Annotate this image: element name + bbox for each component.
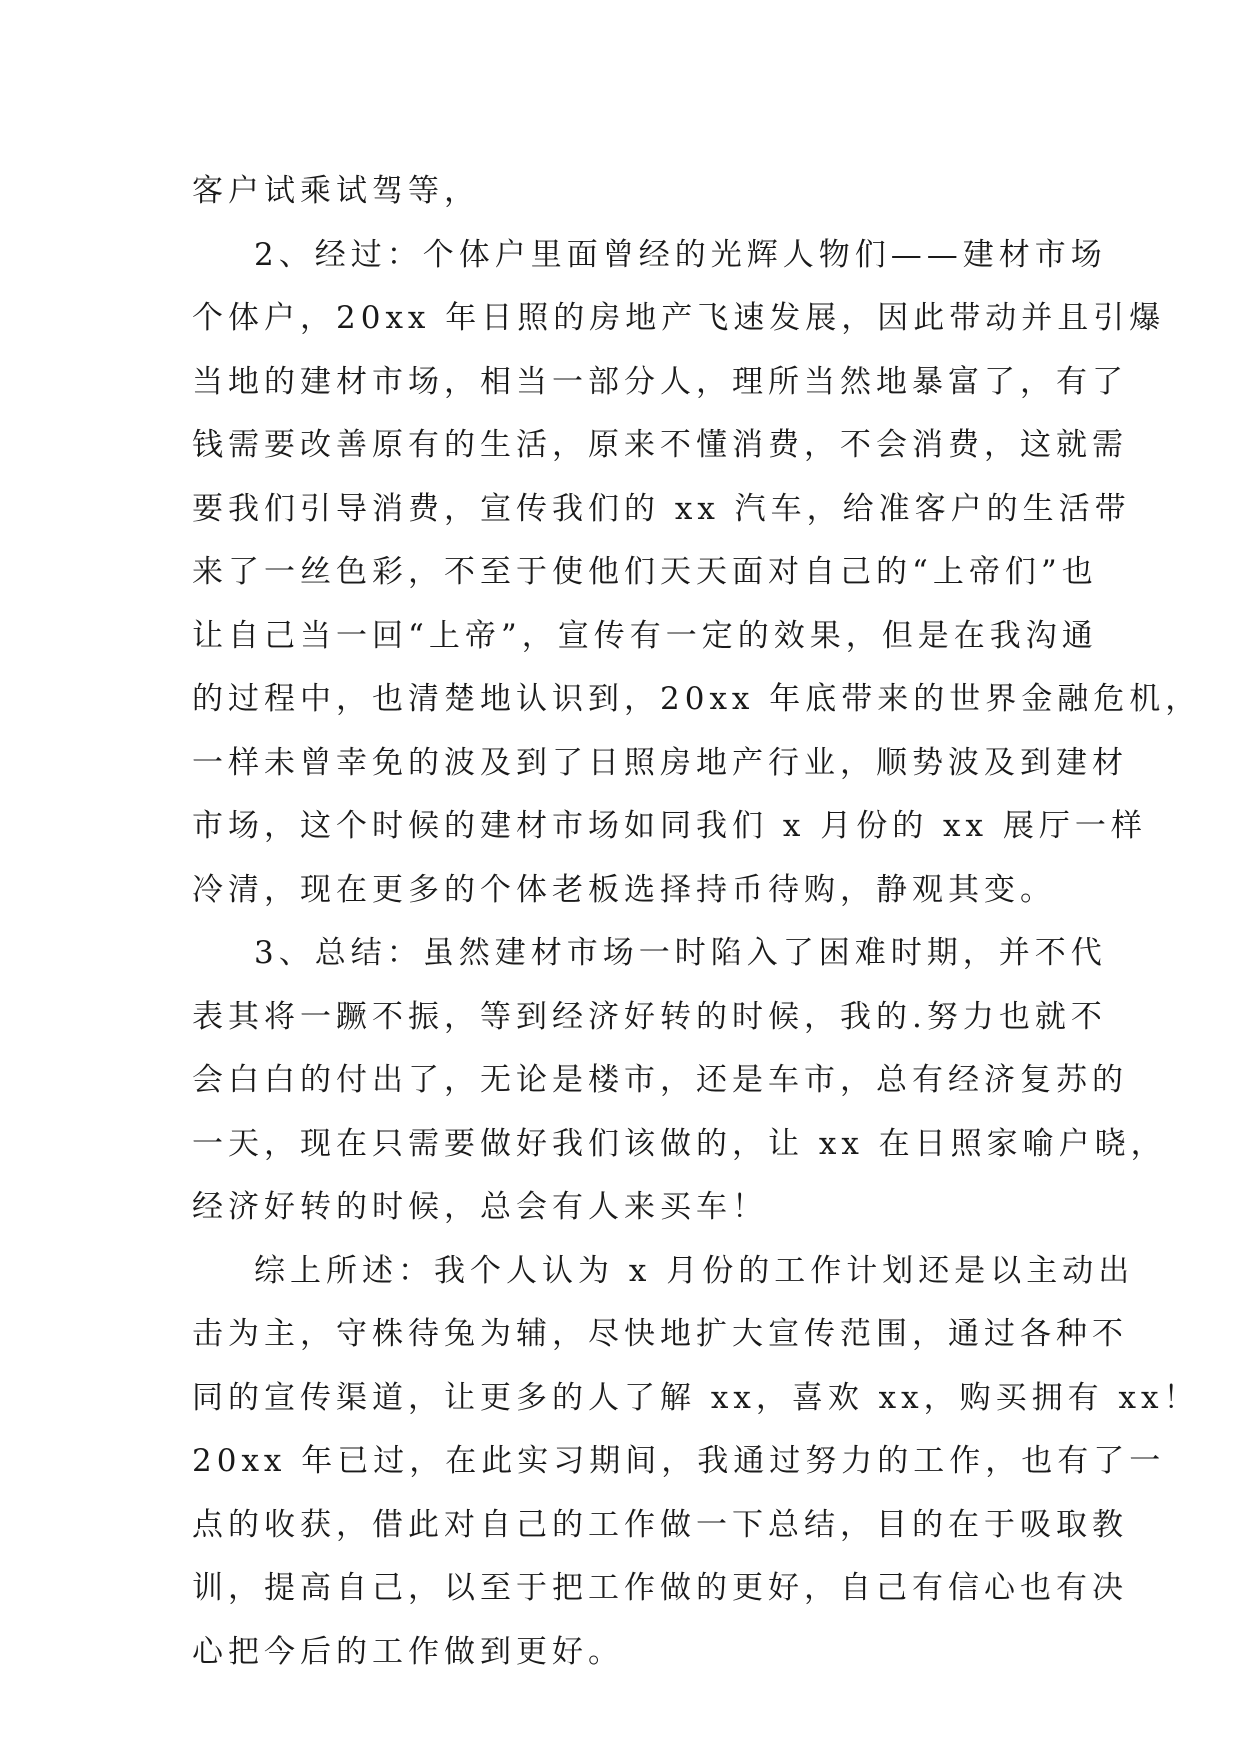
text-line: 训，提高自己，以至于把工作做的更好，自己有信心也有决 xyxy=(192,1570,1128,1606)
text-line: 的过程中，也清楚地认识到，20xx 年底带来的世界金融危机， xyxy=(192,681,1202,717)
text-line: 2、经过：个体户里面曾经的光辉人物们——建材市场 xyxy=(254,236,1107,273)
text-line: 心把今后的工作做到更好。 xyxy=(192,1633,624,1670)
text-line: 钱需要改善原有的生活，原来不懂消费，不会消费，这就需 xyxy=(192,427,1128,463)
text-line: 让自己当一回“上帝”，宣传有一定的效果，但是在我沟通 xyxy=(192,617,1098,654)
text-line: 击为主，守株待兔为辅，尽快地扩大宣传范围，通过各种不 xyxy=(192,1316,1128,1352)
text-line: 客户试乘试驾等， xyxy=(192,173,480,209)
text-line: 会白白的付出了，无论是楼市，还是车市，总有经济复苏的 xyxy=(192,1062,1128,1098)
text-line: 一天，现在只需要做好我们该做的，让 xx 在日照家喻户晓， xyxy=(192,1125,1167,1162)
text-line: 一样未曾幸免的波及到了日照房地产行业，顺势波及到建材 xyxy=(192,744,1128,781)
text-line: 表其将一蹶不振，等到经济好转的时候，我的.努力也就不 xyxy=(192,998,1107,1035)
text-line: 经济好转的时候，总会有人来买车！ xyxy=(192,1189,768,1225)
document-body xyxy=(192,160,1202,1684)
text-line: 来了一丝色彩，不至于使他们天天面对自己的“上帝们”也 xyxy=(192,554,1098,590)
text-line: 3、总结：虽然建材市场一时陷入了困难时期，并不代 xyxy=(254,935,1107,971)
text-line: 20xx 年已过，在此实习期间，我通过努力的工作，也有了一 xyxy=(192,1443,1166,1479)
text-line: 点的收获，借此对自己的工作做一下总结，目的在于吸取教 xyxy=(192,1506,1128,1543)
text-line: 个体户，20xx 年日照的房地产飞速发展，因此带动并且引爆 xyxy=(192,300,1166,336)
text-line: 综上所述：我个人认为 x 月份的工作计划还是以主动出 xyxy=(254,1252,1135,1289)
text-line: 冷清，现在更多的个体老板选择持币待购，静观其变。 xyxy=(192,871,1056,908)
text-line: 要我们引导消费，宣传我们的 xx 汽车，给准客户的生活带 xyxy=(192,490,1131,527)
text-line: 当地的建材市场，相当一部分人，理所当然地暴富了，有了 xyxy=(192,363,1128,400)
text-line: 市场，这个时候的建材市场如同我们 x 月份的 xx 展厅一样 xyxy=(192,808,1147,844)
text-line: 同的宣传渠道，让更多的人了解 xx，喜欢 xx，购买拥有 xx！ xyxy=(192,1379,1200,1416)
